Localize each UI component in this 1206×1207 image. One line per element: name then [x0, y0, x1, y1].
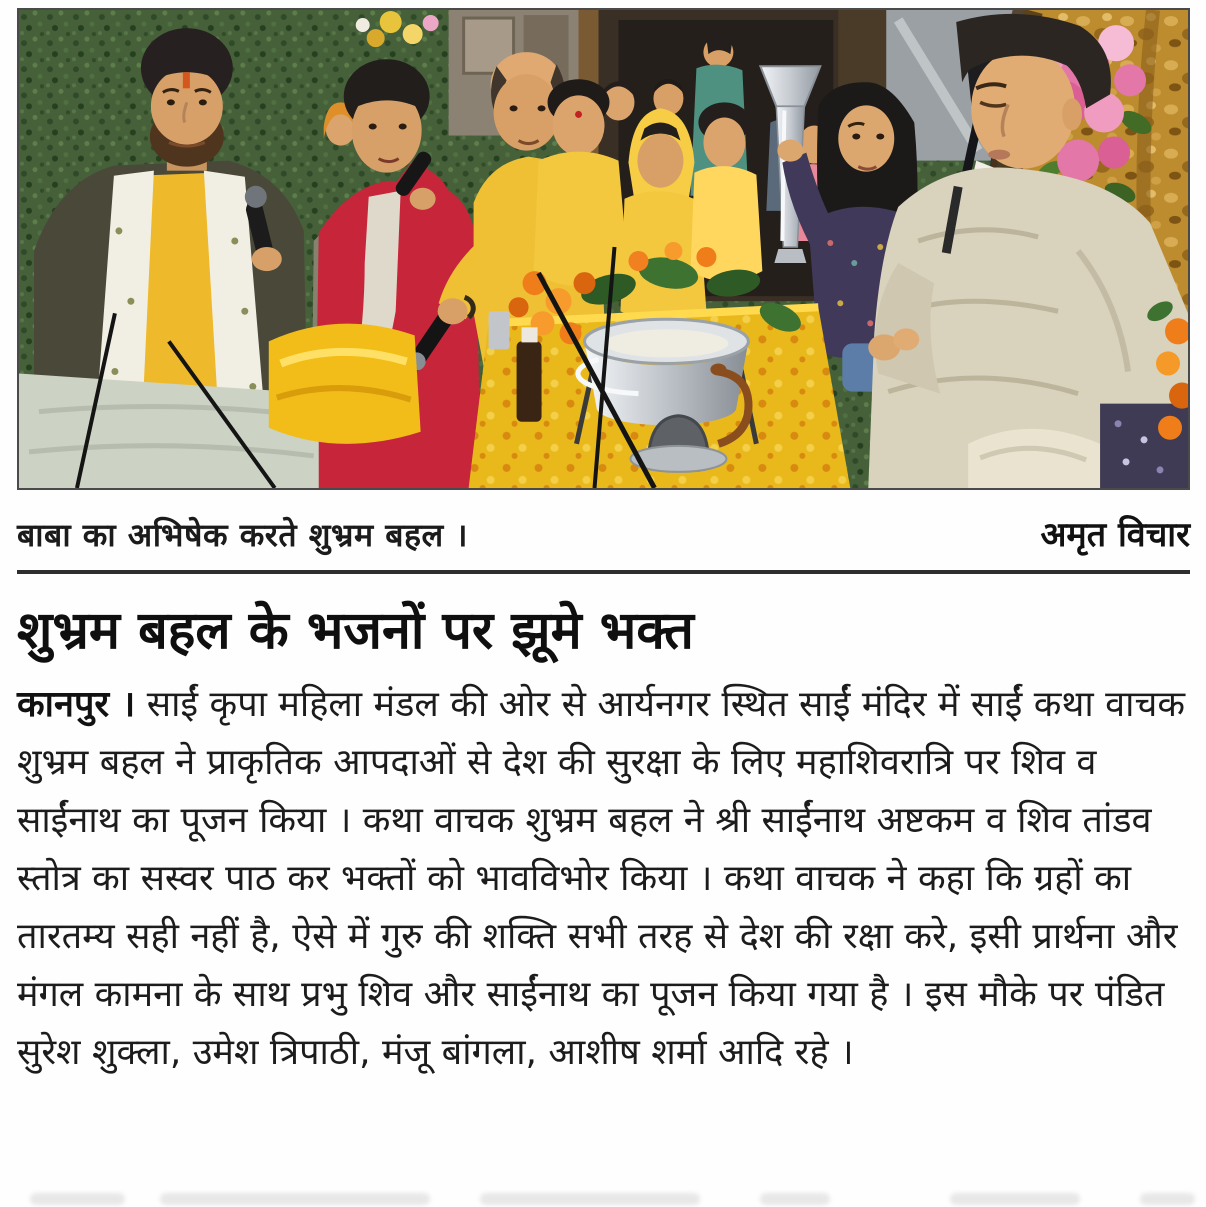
caption-row [17, 504, 1190, 556]
photo-illustration [19, 10, 1188, 488]
photo-credit: अमृत विचार [1040, 515, 1190, 555]
article-text: साईं कृपा महिला मंडल की ओर से आर्यनगर स्थित साईं मंदिर में साईं कथा वाचक शुभ्रम बहल ने प्राकृतिक आपदाओं से देश की सुरक्षा के लिए महाशिवरात्रि पर शिव व साईंनाथ का पूजन किया । कथा वाचक शुभ्रम बहल ने श्री साईंनाथ अष्टकम व शिव तांडव स्तोत्र का सस्वर पाठ कर भक्तों को भावविभोर किया । कथा वाचक ने कहा कि ग्रहों का तारतम्य सही नहीं है, ऐसे में गुरु की शक्ति सभी तरह से देश की रक्षा करे, इसी प्रार्थना और मंगल कामना के साथ प्रभु शिव और साईंनाथ का पूजन किया गया है । इस मौके पर पंडित सुरेश शुक्ला, उमेश त्रिपाठी, मंजू बांगला, आशीष शर्मा आदि रहे । [17, 684, 1185, 1074]
ghost-fragment [950, 1193, 1080, 1205]
photo-caption: बाबा का अभिषेक करते शुभ्रम बहल । [17, 516, 469, 554]
ghost-fragment [1140, 1193, 1195, 1205]
article-headline: शुभ्रम बहल के भजनों पर झूमे भक्त [17, 601, 694, 661]
ghost-fragment [760, 1193, 830, 1205]
ghost-fragment [160, 1193, 430, 1205]
adjacent-content-ghost [0, 1187, 1206, 1207]
satin-cloth [269, 324, 421, 444]
article-dateline: कानपुर । [17, 684, 136, 726]
ghost-fragment [30, 1193, 125, 1205]
news-photo [17, 8, 1190, 490]
ghost-fragment [480, 1193, 700, 1205]
article-body [17, 676, 1187, 1082]
divider-rule [17, 570, 1190, 574]
